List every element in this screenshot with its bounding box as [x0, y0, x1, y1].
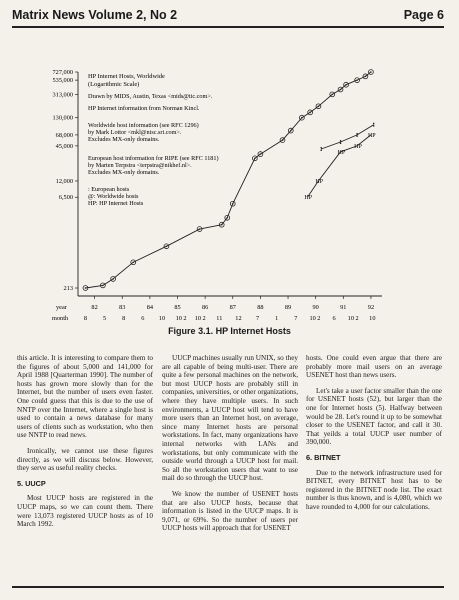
x-month-label: 6: [141, 315, 145, 322]
european-point: [320, 149, 322, 151]
worldwide-point-dot: [132, 261, 134, 263]
x-year-label: 88: [257, 304, 264, 311]
x-month-label: 10: [369, 315, 376, 322]
footer-rule: [12, 586, 444, 588]
chart-notes: [88, 73, 219, 176]
x-month-label: 8: [122, 315, 126, 322]
x-month-label: 10: [158, 315, 166, 322]
hp-hosts-chart: [0, 30, 459, 326]
worldwide-point-dot: [166, 246, 168, 248]
european-point: [340, 142, 342, 144]
worldwide-point-dot: [282, 139, 284, 141]
series-line-1: [321, 125, 374, 149]
worldwide-point-dot: [356, 79, 358, 81]
legend-hp: HP: HP Internet Hosts: [88, 200, 144, 207]
european-point: [373, 123, 375, 125]
y-tick-label: 535,000: [52, 77, 73, 85]
y-tick-label: 12,000: [55, 177, 73, 185]
x-month-label: 10 2: [347, 315, 359, 322]
x-label-month: month: [52, 315, 69, 322]
legend-european: : European hosts: [88, 186, 130, 193]
hp-point: HP: [337, 149, 346, 156]
y-tick-label: 68,000: [55, 131, 73, 139]
x-month-label: 10 2: [175, 315, 187, 322]
article-column-3: [306, 354, 442, 519]
hp-point: HP: [354, 143, 362, 150]
x-year-label: 89: [284, 304, 292, 311]
chart-note-1: HP Internet information from Norman Kincl.: [88, 105, 200, 112]
x-year-label: 83: [119, 304, 126, 311]
x-month-label: 1: [275, 315, 279, 322]
worldwide-point-dot: [365, 76, 367, 78]
y-tick-label: 213: [63, 285, 73, 292]
y-tick-label: 313,000: [52, 91, 73, 99]
x-year-label: 85: [174, 304, 181, 311]
chart-note-6: by Marten Terpstra <terpstra@nikhef.nl>.: [88, 162, 192, 169]
paragraph: UUCP machines usually run UNIX, so they are all capable of being multi-user. There are quite a few personal machines on the network, but most UUCP hosts are probably still in companies, universities, or other organizations, where they have multiple users. In such environments, a UUCP host will tend to have more users than an Internet host, on average, since many Internet hosts are personal workstations. In fact, many organizations have internal networks with LANs and workstations, but only communicate with the outside world through a UUCP host for mail. So all the workstation users that want to use mail do so through the UUCP host.: [162, 354, 298, 483]
section-heading: 6. BITNET: [306, 452, 341, 462]
worldwide-point-dot: [85, 287, 87, 289]
worldwide-point-dot: [226, 217, 228, 219]
x-month-label: 7: [294, 315, 298, 322]
figure-caption: Figure 3.1. HP Internet Hosts: [168, 326, 291, 336]
x-month-label: 10 2: [194, 315, 206, 322]
worldwide-point-dot: [331, 94, 333, 96]
article-column-1: [17, 354, 153, 536]
x-ticks: [84, 296, 376, 322]
y-tick-label: 6,500: [58, 194, 73, 202]
y-tick-label: 45,000: [55, 142, 73, 150]
chart-series: [83, 70, 376, 291]
page-number: Page 6: [403, 8, 444, 22]
worldwide-point-dot: [112, 278, 114, 280]
x-label-year: year: [56, 304, 67, 311]
x-month-label: 11: [216, 315, 223, 322]
x-year-label: 90: [312, 304, 319, 311]
hp-point: HP: [304, 195, 313, 202]
x-month-label: 7: [256, 315, 260, 322]
x-year-label: 87: [229, 304, 236, 311]
chart-subtitle: (Logarithmic Scale): [88, 81, 140, 88]
european-point: [356, 133, 358, 135]
chart-note-4: Excludes MX-only domains.: [88, 136, 160, 143]
x-month-label: 5: [103, 315, 107, 322]
chart-legend: [88, 186, 144, 207]
legend-worldwide: @: Worldwide hosts: [88, 193, 139, 200]
paragraph: this article. It is interesting to compare them to the figures of about 5,000 and 141,000 for April 1988 [Quarterman 1990]. The number of hosts has grown more slowly than for the Internet, but the number of users even faster. One could guess that this is due to the use of NNTP over the Internet, where a single host is used to contain a news database for many users of clients such as workstation, who then use NNTP to read news.: [17, 354, 153, 440]
chart-note-0: Drawn by MIDS, Austin, Texas <mids@tic.com>.: [88, 93, 213, 100]
worldwide-point-dot: [254, 158, 256, 160]
chart-note-7: Excludes MX-only domains.: [88, 169, 160, 176]
worldwide-point-dot: [340, 89, 342, 91]
y-tick-label: 727,000: [52, 69, 73, 76]
x-year-label: 84: [146, 304, 154, 311]
newsletter-title: Matrix News Volume 2, No 2: [12, 8, 178, 22]
paragraph: Due to the network infrastructure used for BITNET, every BITNET host has to be registered in the BITNET node list. The exact number is thus known, and is 4,080, which we have rounded to 4,000 for our calculations.: [306, 468, 442, 511]
worldwide-point-dot: [232, 203, 234, 205]
chart-note-5: European host information for RIPE (see RFC 1181): [88, 155, 219, 162]
paragraph: Most UUCP hosts are registered in the UUCP maps, so we can count them. There were 13,073 registered UUCP hosts as of 10 March 1992.: [17, 494, 153, 529]
worldwide-point-dot: [345, 84, 347, 86]
european-point: [320, 147, 322, 149]
x-year-label: 82: [91, 304, 98, 311]
x-month-label: 12: [235, 315, 242, 322]
worldwide-point-dot: [318, 105, 320, 107]
hp-point: HP: [367, 132, 376, 139]
worldwide-point-dot: [309, 112, 311, 114]
chart-note-2: Worldwide host information (see RFC 1296): [88, 122, 199, 129]
european-point: [373, 125, 375, 127]
european-point: [356, 135, 358, 137]
paragraph: hosts. One could even argue that there are probably more mail users on an average USENET host than news users.: [306, 354, 442, 380]
paragraph: We know the number of USENET hosts that are also UUCP hosts, because that information is listed in the UUCP maps. It is 9,071, or 69%. So the number of users per UUCP hosts will approach that for USENET: [162, 489, 298, 533]
worldwide-point-dot: [221, 224, 223, 226]
worldwide-point-dot: [301, 117, 303, 119]
x-year-label: 91: [340, 304, 347, 311]
y-ticks: [53, 69, 78, 292]
worldwide-point-dot: [260, 153, 262, 155]
x-year-label: 92: [367, 304, 375, 311]
paragraph: Ironically, we cannot use these figures directly, as we will discuss below. However, they serve as useful reality checks.: [17, 446, 153, 473]
worldwide-point-dot: [370, 71, 372, 73]
hp-point: HP: [315, 178, 324, 185]
x-month-label: 8: [83, 315, 88, 322]
worldwide-point-dot: [199, 228, 201, 230]
y-tick-label: 130,000: [52, 114, 73, 122]
worldwide-point-dot: [102, 285, 104, 287]
european-point: [340, 140, 342, 142]
article-column-2: [162, 354, 298, 540]
x-month-label: 6: [332, 315, 336, 322]
paragraph: Let's take a user factor smaller than the one for USENET hosts (52), but larger than the one for Internet hosts (5). Halfway between would be 28. Let's round it up to be somewhat closer to the USENET factor, and call it 30. That yeilds a total UUCP user number of 390,000.: [306, 386, 442, 447]
x-month-label: 10 2: [309, 315, 321, 322]
section-heading: 5. UUCP: [17, 478, 46, 488]
header-rule: [12, 26, 444, 28]
x-year-label: 86: [201, 304, 209, 311]
worldwide-point-dot: [290, 130, 292, 132]
chart-note-3: by Mark Lottor <mkl@nisc.sri.com>.: [88, 129, 182, 136]
chart-title: HP Internet Hosts, Worldwide: [88, 73, 165, 80]
